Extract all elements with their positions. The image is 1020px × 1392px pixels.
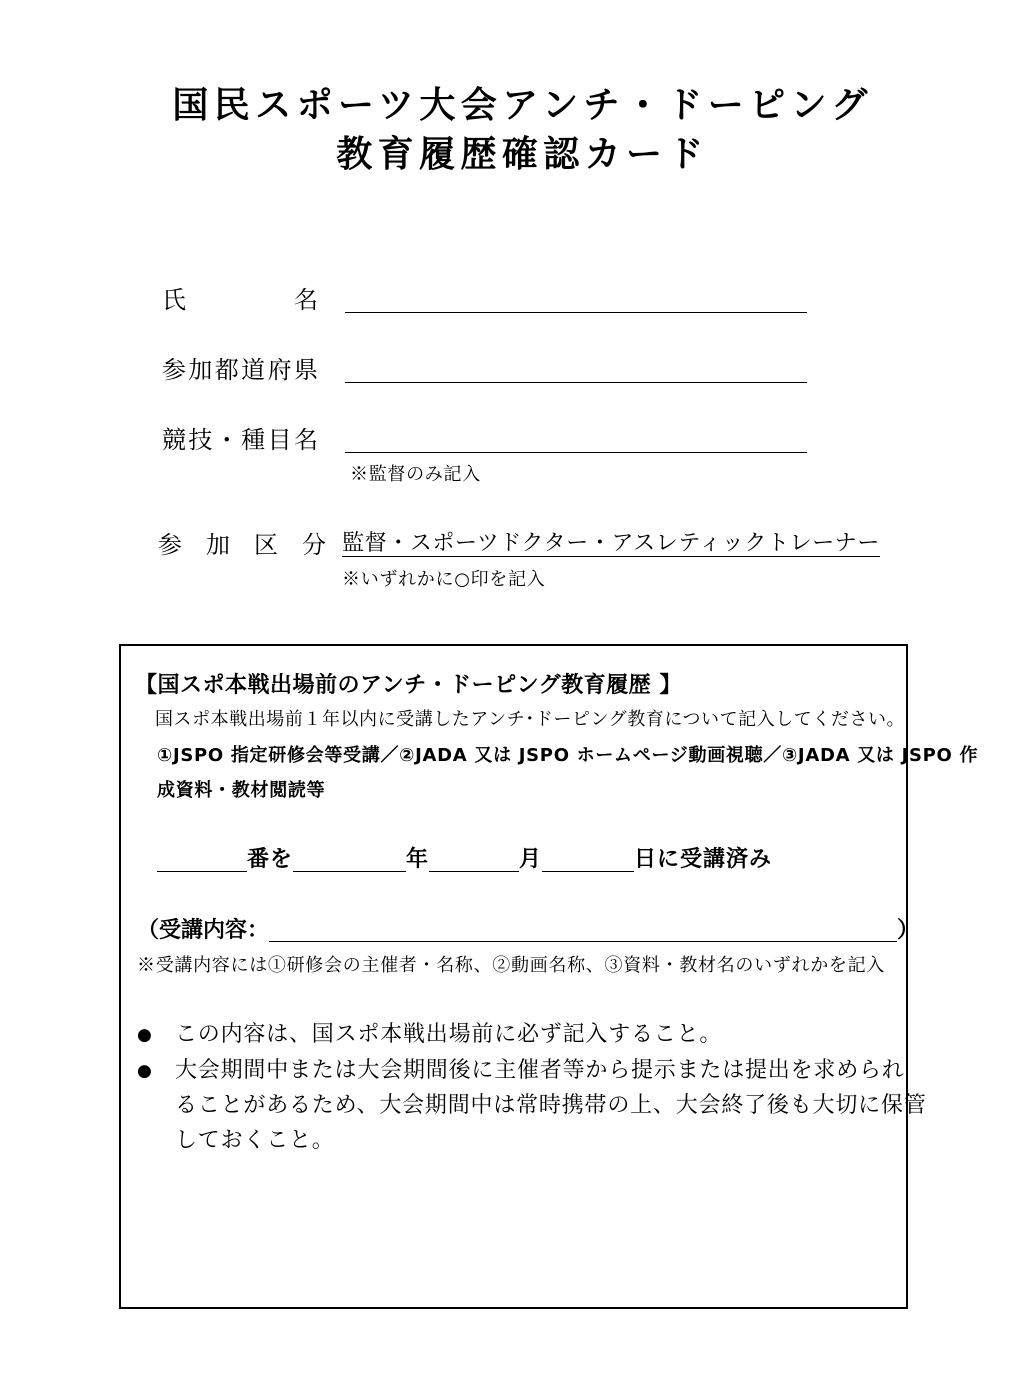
bullet-dot: ● xyxy=(137,1025,152,1045)
course-content-close: ） xyxy=(897,918,920,943)
title-line-1: 国民スポーツ大会アンチ・ドーピング xyxy=(172,85,873,126)
year-blank xyxy=(293,845,406,872)
label-char: 種 xyxy=(241,426,266,454)
category-options: 監督・スポーツドクター・アスレティックトレーナー xyxy=(342,531,881,556)
label-char: 競 xyxy=(162,426,186,454)
label-char: 県 xyxy=(293,356,318,384)
year-label: 年 xyxy=(406,847,430,872)
category-label xyxy=(158,530,326,560)
month-blank xyxy=(429,845,519,872)
prefecture-label xyxy=(162,355,318,385)
label-char: 参 xyxy=(158,531,182,559)
number-blank xyxy=(157,845,247,872)
label-char: 都 xyxy=(214,356,239,384)
category-note: ※いずれかに○印を記入 xyxy=(342,569,546,590)
bullet-text xyxy=(175,1020,722,1055)
label-char: 道 xyxy=(241,356,266,384)
label-char: 技 xyxy=(188,426,213,454)
bullet-text-line: ることがあるため、大会期間中は常時携帯の上、大会終了後も大切に保管 xyxy=(175,1093,927,1118)
education-history-box xyxy=(119,644,979,1309)
label-char xyxy=(278,530,302,560)
sport-note: ※監督のみ記入 xyxy=(350,464,481,485)
course-content-blank xyxy=(269,916,897,942)
label-char: 区 xyxy=(254,531,278,559)
label-char: 名 xyxy=(293,426,318,454)
month-label: 月 xyxy=(519,847,543,872)
name-field-line xyxy=(345,312,807,313)
course-content-line xyxy=(137,916,919,946)
bullet-text xyxy=(175,1056,927,1161)
bullet-dot: ● xyxy=(137,1061,152,1081)
course-content-label: （受講内容： xyxy=(137,918,270,943)
bullet-text-line: しておくこと。 xyxy=(175,1128,335,1153)
number-suffix: 番を xyxy=(247,847,294,872)
methods-line: ①JSPO 指定研修会等受講／②JADA 又は JSPO ホームページ動画視聴／③JADA 又は JSPO 作 xyxy=(157,745,979,766)
label-char: 参 xyxy=(162,356,186,384)
name-label xyxy=(162,285,318,315)
label-char xyxy=(195,285,219,315)
label-char xyxy=(261,285,285,315)
methods-line: 成資料・教材閲読等 xyxy=(157,780,326,801)
bullet-text-line: この内容は、国スポ本戦出場前に必ず記入すること。 xyxy=(175,1022,723,1047)
label-char xyxy=(228,285,252,315)
label-char: ・ xyxy=(214,426,239,454)
label-char: 目 xyxy=(267,426,292,454)
label-char: 加 xyxy=(206,531,230,559)
label-char: 加 xyxy=(188,356,213,384)
attendance-date-line xyxy=(157,845,772,875)
label-char: 名 xyxy=(294,286,318,314)
title-line-2: 教育履歴確認カード xyxy=(336,134,709,175)
history-heading: 【国スポ本戦出場前のアンチ・ドーピング教育履歴 】 xyxy=(135,673,682,698)
history-instruction: 国スポ本戦出場前１年以内に受講したアンチ･ドーピング教育について記入してください。 xyxy=(155,709,906,730)
sport-label xyxy=(162,425,318,455)
day-blank xyxy=(542,845,634,872)
sport-field-line xyxy=(345,452,807,453)
course-content-note: ※受講内容には①研修会の主催者・名称、②動画名称、③資料・教材名のいずれかを記入 xyxy=(137,955,885,976)
label-char xyxy=(182,530,206,560)
bullet-text-line: 大会期間中または大会期間後に主催者等から提示または提出を求められ xyxy=(175,1058,905,1083)
day-suffix: 日に受講済み xyxy=(634,847,773,872)
prefecture-field-line xyxy=(345,382,807,383)
label-char: 府 xyxy=(267,356,292,384)
label-char: 分 xyxy=(302,531,326,559)
label-char xyxy=(230,530,254,560)
label-char: 氏 xyxy=(162,286,186,314)
